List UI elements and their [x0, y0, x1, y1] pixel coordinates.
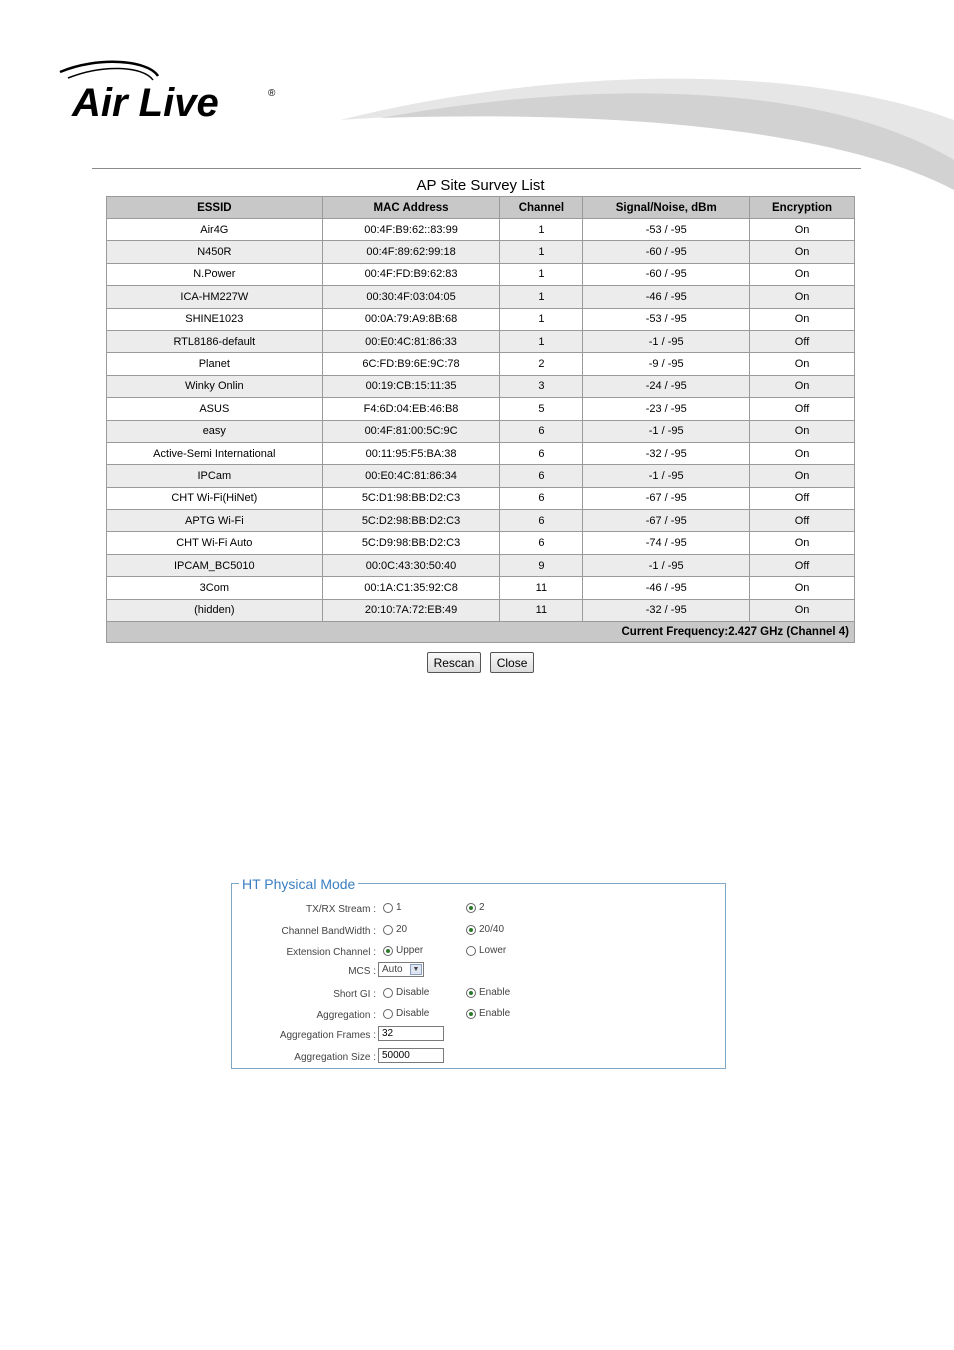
chevron-down-icon[interactable]: ▼: [410, 964, 422, 975]
mac-cell: 00:19:CB:15:11:35: [322, 375, 500, 397]
col-essid: ESSID: [107, 197, 323, 219]
mac-cell: 00:0A:79:A9:8B:68: [322, 308, 500, 330]
agg-size-row: [232, 1048, 722, 1068]
essid-cell: RTL8186-default: [107, 330, 323, 352]
rescan-button[interactable]: Rescan: [427, 652, 482, 673]
signal-cell: -23 / -95: [583, 398, 750, 420]
signal-cell: -46 / -95: [583, 577, 750, 599]
essid-cell: CHT Wi-Fi Auto: [107, 532, 323, 554]
brand-name: Air Live: [72, 81, 219, 125]
mcs-row: [232, 962, 722, 982]
radio-icon[interactable]: [466, 946, 476, 956]
table-row: [107, 487, 855, 509]
essid-cell: ICA-HM227W: [107, 286, 323, 308]
survey-table: [106, 196, 855, 643]
txrx-option-1[interactable]: 1: [383, 902, 402, 913]
essid-cell: Winky Onlin: [107, 375, 323, 397]
mac-cell: 00:4F:89:62:99:18: [322, 241, 500, 263]
col-encryption: Encryption: [750, 197, 855, 219]
channel-cell: 6: [500, 487, 583, 509]
essid-cell: Air4G: [107, 219, 323, 241]
signal-cell: -53 / -95: [583, 308, 750, 330]
signal-cell: -1 / -95: [583, 420, 750, 442]
encryption-cell: On: [750, 532, 855, 554]
essid-cell: ASUS: [107, 398, 323, 420]
table-row: [107, 330, 855, 352]
encryption-cell: On: [750, 465, 855, 487]
essid-cell: IPCAM_BC5010: [107, 554, 323, 576]
encryption-cell: On: [750, 263, 855, 285]
encryption-cell: Off: [750, 510, 855, 532]
col-signal: Signal/Noise, dBm: [583, 197, 750, 219]
radio-selected-icon[interactable]: [466, 988, 476, 998]
mac-cell: 00:4F:81:00:5C:9C: [322, 420, 500, 442]
registered-mark: ®: [268, 88, 276, 99]
channel-cell: 2: [500, 353, 583, 375]
signal-cell: -9 / -95: [583, 353, 750, 375]
channel-cell: 1: [500, 286, 583, 308]
col-mac: MAC Address: [322, 197, 500, 219]
encryption-cell: On: [750, 308, 855, 330]
signal-cell: -67 / -95: [583, 510, 750, 532]
channel-cell: 6: [500, 465, 583, 487]
radio-selected-icon[interactable]: [383, 946, 393, 956]
survey-header-row: [107, 197, 855, 219]
table-row: [107, 286, 855, 308]
bandwidth-row: [232, 922, 722, 942]
encryption-cell: On: [750, 286, 855, 308]
mac-cell: 00:E0:4C:81:86:33: [322, 330, 500, 352]
close-button[interactable]: Close: [490, 652, 535, 673]
table-row: [107, 599, 855, 621]
encryption-cell: On: [750, 241, 855, 263]
table-row: [107, 577, 855, 599]
table-row: [107, 532, 855, 554]
table-row: [107, 465, 855, 487]
table-row: [107, 241, 855, 263]
mac-cell: 00:1A:C1:35:92:C8: [322, 577, 500, 599]
aggregation-option-disable[interactable]: Disable: [383, 1008, 429, 1019]
table-row: [107, 398, 855, 420]
encryption-cell: On: [750, 442, 855, 464]
txrx-option-2[interactable]: 2: [466, 902, 485, 913]
bandwidth-option-20[interactable]: 20: [383, 924, 407, 935]
encryption-cell: On: [750, 219, 855, 241]
channel-cell: 1: [500, 308, 583, 330]
essid-cell: 3Com: [107, 577, 323, 599]
essid-cell: (hidden): [107, 599, 323, 621]
aggregation-label: Aggregation :: [316, 1010, 376, 1021]
mac-cell: 5C:D1:98:BB:D2:C3: [322, 487, 500, 509]
agg-frames-row: [232, 1026, 722, 1046]
channel-cell: 6: [500, 420, 583, 442]
channel-cell: 1: [500, 241, 583, 263]
agg-frames-input[interactable]: [378, 1026, 444, 1041]
radio-icon[interactable]: [383, 988, 393, 998]
signal-cell: -24 / -95: [583, 375, 750, 397]
channel-cell: 3: [500, 375, 583, 397]
encryption-cell: On: [750, 599, 855, 621]
airlive-logo: [58, 58, 288, 128]
essid-cell: N450R: [107, 241, 323, 263]
table-row: [107, 219, 855, 241]
radio-selected-icon[interactable]: [466, 1009, 476, 1019]
essid-cell: Active-Semi International: [107, 442, 323, 464]
signal-cell: -60 / -95: [583, 263, 750, 285]
signal-cell: -74 / -95: [583, 532, 750, 554]
channel-cell: 6: [500, 510, 583, 532]
essid-cell: SHINE1023: [107, 308, 323, 330]
extension-option-upper[interactable]: Upper: [383, 945, 423, 956]
essid-cell: APTG Wi-Fi: [107, 510, 323, 532]
radio-icon[interactable]: [383, 1009, 393, 1019]
header-rule: [92, 168, 861, 169]
encryption-cell: Off: [750, 554, 855, 576]
encryption-cell: On: [750, 375, 855, 397]
signal-cell: -46 / -95: [583, 286, 750, 308]
mac-cell: 6C:FD:B9:6E:9C:78: [322, 353, 500, 375]
mac-cell: 00:4F:B9:62::83:99: [322, 219, 500, 241]
encryption-cell: Off: [750, 398, 855, 420]
essid-cell: Planet: [107, 353, 323, 375]
txrx-label: TX/RX Stream :: [305, 904, 376, 915]
essid-cell: CHT Wi-Fi(HiNet): [107, 487, 323, 509]
mac-cell: 00:11:95:F5:BA:38: [322, 442, 500, 464]
short-gi-option-disable[interactable]: Disable: [383, 987, 429, 998]
frequency-row: [107, 622, 855, 643]
extension-row: [232, 943, 722, 963]
channel-cell: 1: [500, 330, 583, 352]
encryption-cell: On: [750, 353, 855, 375]
table-row: [107, 510, 855, 532]
survey-title: AP Site Survey List: [416, 177, 545, 194]
table-row: [107, 353, 855, 375]
table-row: [107, 375, 855, 397]
current-frequency: Current Frequency:2.427 GHz (Channel 4): [107, 622, 855, 643]
essid-cell: easy: [107, 420, 323, 442]
channel-cell: 11: [500, 599, 583, 621]
essid-cell: N.Power: [107, 263, 323, 285]
encryption-cell: On: [750, 577, 855, 599]
aggregation-option-enable[interactable]: Enable: [466, 1008, 510, 1019]
encryption-cell: Off: [750, 330, 855, 352]
txrx-row: [232, 900, 722, 920]
short-gi-row: [232, 985, 722, 1005]
radio-selected-icon[interactable]: [466, 903, 476, 913]
table-row: [107, 442, 855, 464]
channel-cell: 6: [500, 532, 583, 554]
radio-icon[interactable]: [383, 903, 393, 913]
channel-cell: 1: [500, 219, 583, 241]
mac-cell: 00:4F:FD:B9:62:83: [322, 263, 500, 285]
channel-cell: 6: [500, 442, 583, 464]
mac-cell: 5C:D2:98:BB:D2:C3: [322, 510, 500, 532]
mac-cell: 5C:D9:98:BB:D2:C3: [322, 532, 500, 554]
table-row: [107, 420, 855, 442]
radio-selected-icon[interactable]: [466, 925, 476, 935]
agg-size-label: Aggregation Size :: [294, 1052, 376, 1063]
mac-cell: 20:10:7A:72:EB:49: [322, 599, 500, 621]
extension-option-lower[interactable]: Lower: [466, 945, 506, 956]
channel-cell: 1: [500, 263, 583, 285]
encryption-cell: Off: [750, 487, 855, 509]
extension-label: Extension Channel :: [286, 947, 376, 958]
essid-cell: IPCam: [107, 465, 323, 487]
radio-icon[interactable]: [383, 925, 393, 935]
table-row: [107, 263, 855, 285]
col-channel: Channel: [500, 197, 583, 219]
signal-cell: -32 / -95: [583, 442, 750, 464]
short-gi-label: Short GI :: [333, 989, 376, 1000]
mcs-select[interactable]: Auto ▼: [378, 962, 424, 977]
survey-buttons: [106, 652, 855, 673]
table-row: [107, 554, 855, 576]
short-gi-option-enable[interactable]: Enable: [466, 987, 510, 998]
mac-cell: F4:6D:04:EB:46:B8: [322, 398, 500, 420]
mcs-label: MCS :: [348, 966, 376, 977]
mac-cell: 00:E0:4C:81:86:34: [322, 465, 500, 487]
bandwidth-option-2040[interactable]: 20/40: [466, 924, 504, 935]
mac-cell: 00:30:4F:03:04:05: [322, 286, 500, 308]
channel-cell: 5: [500, 398, 583, 420]
signal-cell: -32 / -95: [583, 599, 750, 621]
signal-cell: -53 / -95: [583, 219, 750, 241]
signal-cell: -1 / -95: [583, 330, 750, 352]
channel-cell: 11: [500, 577, 583, 599]
signal-cell: -1 / -95: [583, 554, 750, 576]
bandwidth-label: Channel BandWidth :: [281, 926, 376, 937]
signal-cell: -60 / -95: [583, 241, 750, 263]
ht-legend: HT Physical Mode: [239, 876, 358, 892]
agg-size-input[interactable]: [378, 1048, 444, 1063]
encryption-cell: On: [750, 420, 855, 442]
aggregation-row: [232, 1006, 722, 1026]
signal-cell: -67 / -95: [583, 487, 750, 509]
channel-cell: 9: [500, 554, 583, 576]
mac-cell: 00:0C:43:30:50:40: [322, 554, 500, 576]
signal-cell: -1 / -95: [583, 465, 750, 487]
agg-frames-label: Aggregation Frames :: [279, 1030, 376, 1041]
table-row: [107, 308, 855, 330]
